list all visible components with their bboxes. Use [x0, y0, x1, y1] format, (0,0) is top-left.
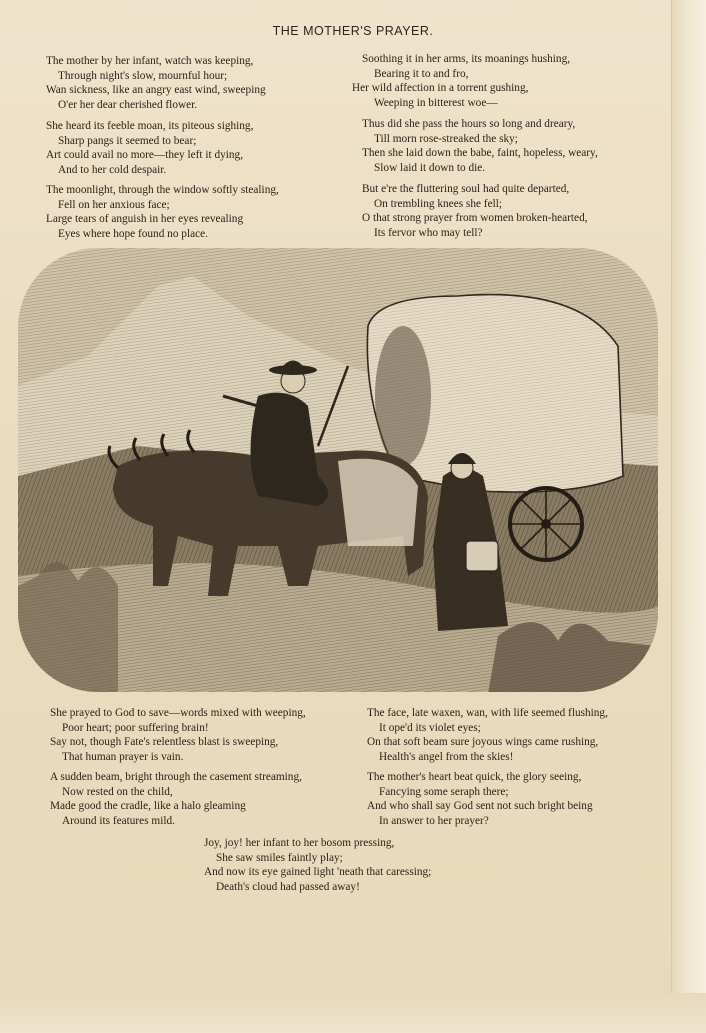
verse-line: Till morn rose-streaked the sky; — [374, 132, 518, 145]
verse-line: Fell on her anxious face; — [58, 198, 170, 211]
verse-line: Large tears of anguish in her eyes revealing — [46, 213, 244, 226]
verse-line: Soothing it in her arms, its moanings hushing, — [362, 53, 571, 65]
verse-line: In answer to her prayer? — [379, 814, 489, 827]
verse-line: Then she laid down the babe, faint, hopeless, weary, — [362, 147, 598, 160]
stanza-10 — [367, 770, 593, 828]
verse-line: O that strong prayer from women broken-hearted, — [362, 212, 588, 225]
verse-line: And now its eye gained light 'neath that caressing; — [204, 866, 432, 879]
verse-line: On that soft beam sure joyous wings came rushing, — [367, 736, 599, 749]
stanza-3 — [46, 183, 279, 241]
verse-line: The mother by her infant, watch was keeping, — [46, 55, 254, 67]
stanza-7 — [50, 706, 306, 764]
verse-line: And to her cold despair. — [58, 163, 167, 176]
verse-line: Now rested on the child, — [62, 785, 173, 798]
verse-line: Fancying some seraph there; — [379, 785, 509, 798]
verse-line: Health's angel from the skies! — [379, 750, 514, 763]
verse-line: The moonlight, through the window softly stealing, — [46, 184, 279, 196]
verse-line: A sudden beam, bright through the casement streaming, — [50, 771, 302, 783]
verse-line: O'er her dear cherished flower. — [58, 98, 198, 111]
verse-line: Her wild affection in a torrent gushing, — [352, 82, 529, 95]
verse-line: Through night's slow, mournful hour; — [58, 69, 228, 82]
stanza-2 — [46, 119, 253, 177]
verse-line: Say not, though Fate's relentless blast is sweeping, — [50, 736, 279, 749]
verse-line: On trembling knees she fell; — [374, 197, 503, 210]
verse-line: Its fervor who may tell? — [374, 226, 483, 239]
stanza-8 — [50, 770, 302, 828]
verse-line: Eyes where hope found no place. — [58, 227, 208, 240]
verse-line: Poor heart; poor suffering brain! — [62, 721, 209, 734]
stanza-6 — [362, 182, 588, 240]
verse-line: And who shall say God sent not such bright being — [367, 800, 593, 813]
poem-title: THE MOTHER'S PRAYER. — [272, 24, 434, 38]
verse-line: Bearing it to and fro, — [374, 67, 469, 80]
verse-line: She prayed to God to save—words mixed with weeping, — [50, 707, 306, 719]
page-bottom-margin — [0, 993, 706, 1033]
verse-line: But e're the fluttering soul had quite departed, — [362, 183, 570, 195]
stanza-final — [204, 836, 431, 894]
engraving-illustration — [18, 246, 658, 694]
verse-line: That human prayer is vain. — [62, 750, 184, 763]
verse-line: She heard its feeble moan, its piteous sighing, — [46, 120, 254, 132]
verse-line: Thus did she pass the hours so long and dreary, — [362, 118, 576, 130]
verse-line: The mother's heart beat quick, the glory seeing, — [367, 771, 582, 783]
verse-line: The face, late waxen, wan, with life seemed flushing, — [367, 707, 608, 719]
verse-line: Wan sickness, like an angry east wind, sweeping — [46, 84, 266, 97]
verse-line: Slow laid it down to die. — [374, 161, 486, 174]
page-edge-shadow — [671, 0, 706, 1033]
verse-line: Weeping in bitterest woe— — [374, 96, 498, 109]
stanza-9 — [367, 706, 608, 764]
verse-line: Sharp pangs it seemed to bear; — [58, 134, 197, 147]
stanza-1 — [46, 54, 266, 112]
verse-line: Art could avail no more—they left it dying, — [46, 149, 244, 162]
verse-line: Around its features mild. — [62, 814, 175, 827]
verse-line: Death's cloud had passed away! — [216, 880, 360, 893]
stanza-4 — [352, 52, 570, 110]
illustration-scene — [18, 246, 658, 694]
verse-line: She saw smiles faintly play; — [216, 851, 343, 864]
verse-line: It ope'd its violet eyes; — [379, 721, 481, 734]
stanza-5 — [362, 117, 598, 175]
verse-line: Joy, joy! her infant to her bosom pressing, — [204, 837, 395, 849]
verse-line: Made good the cradle, like a halo gleaming — [50, 800, 246, 813]
